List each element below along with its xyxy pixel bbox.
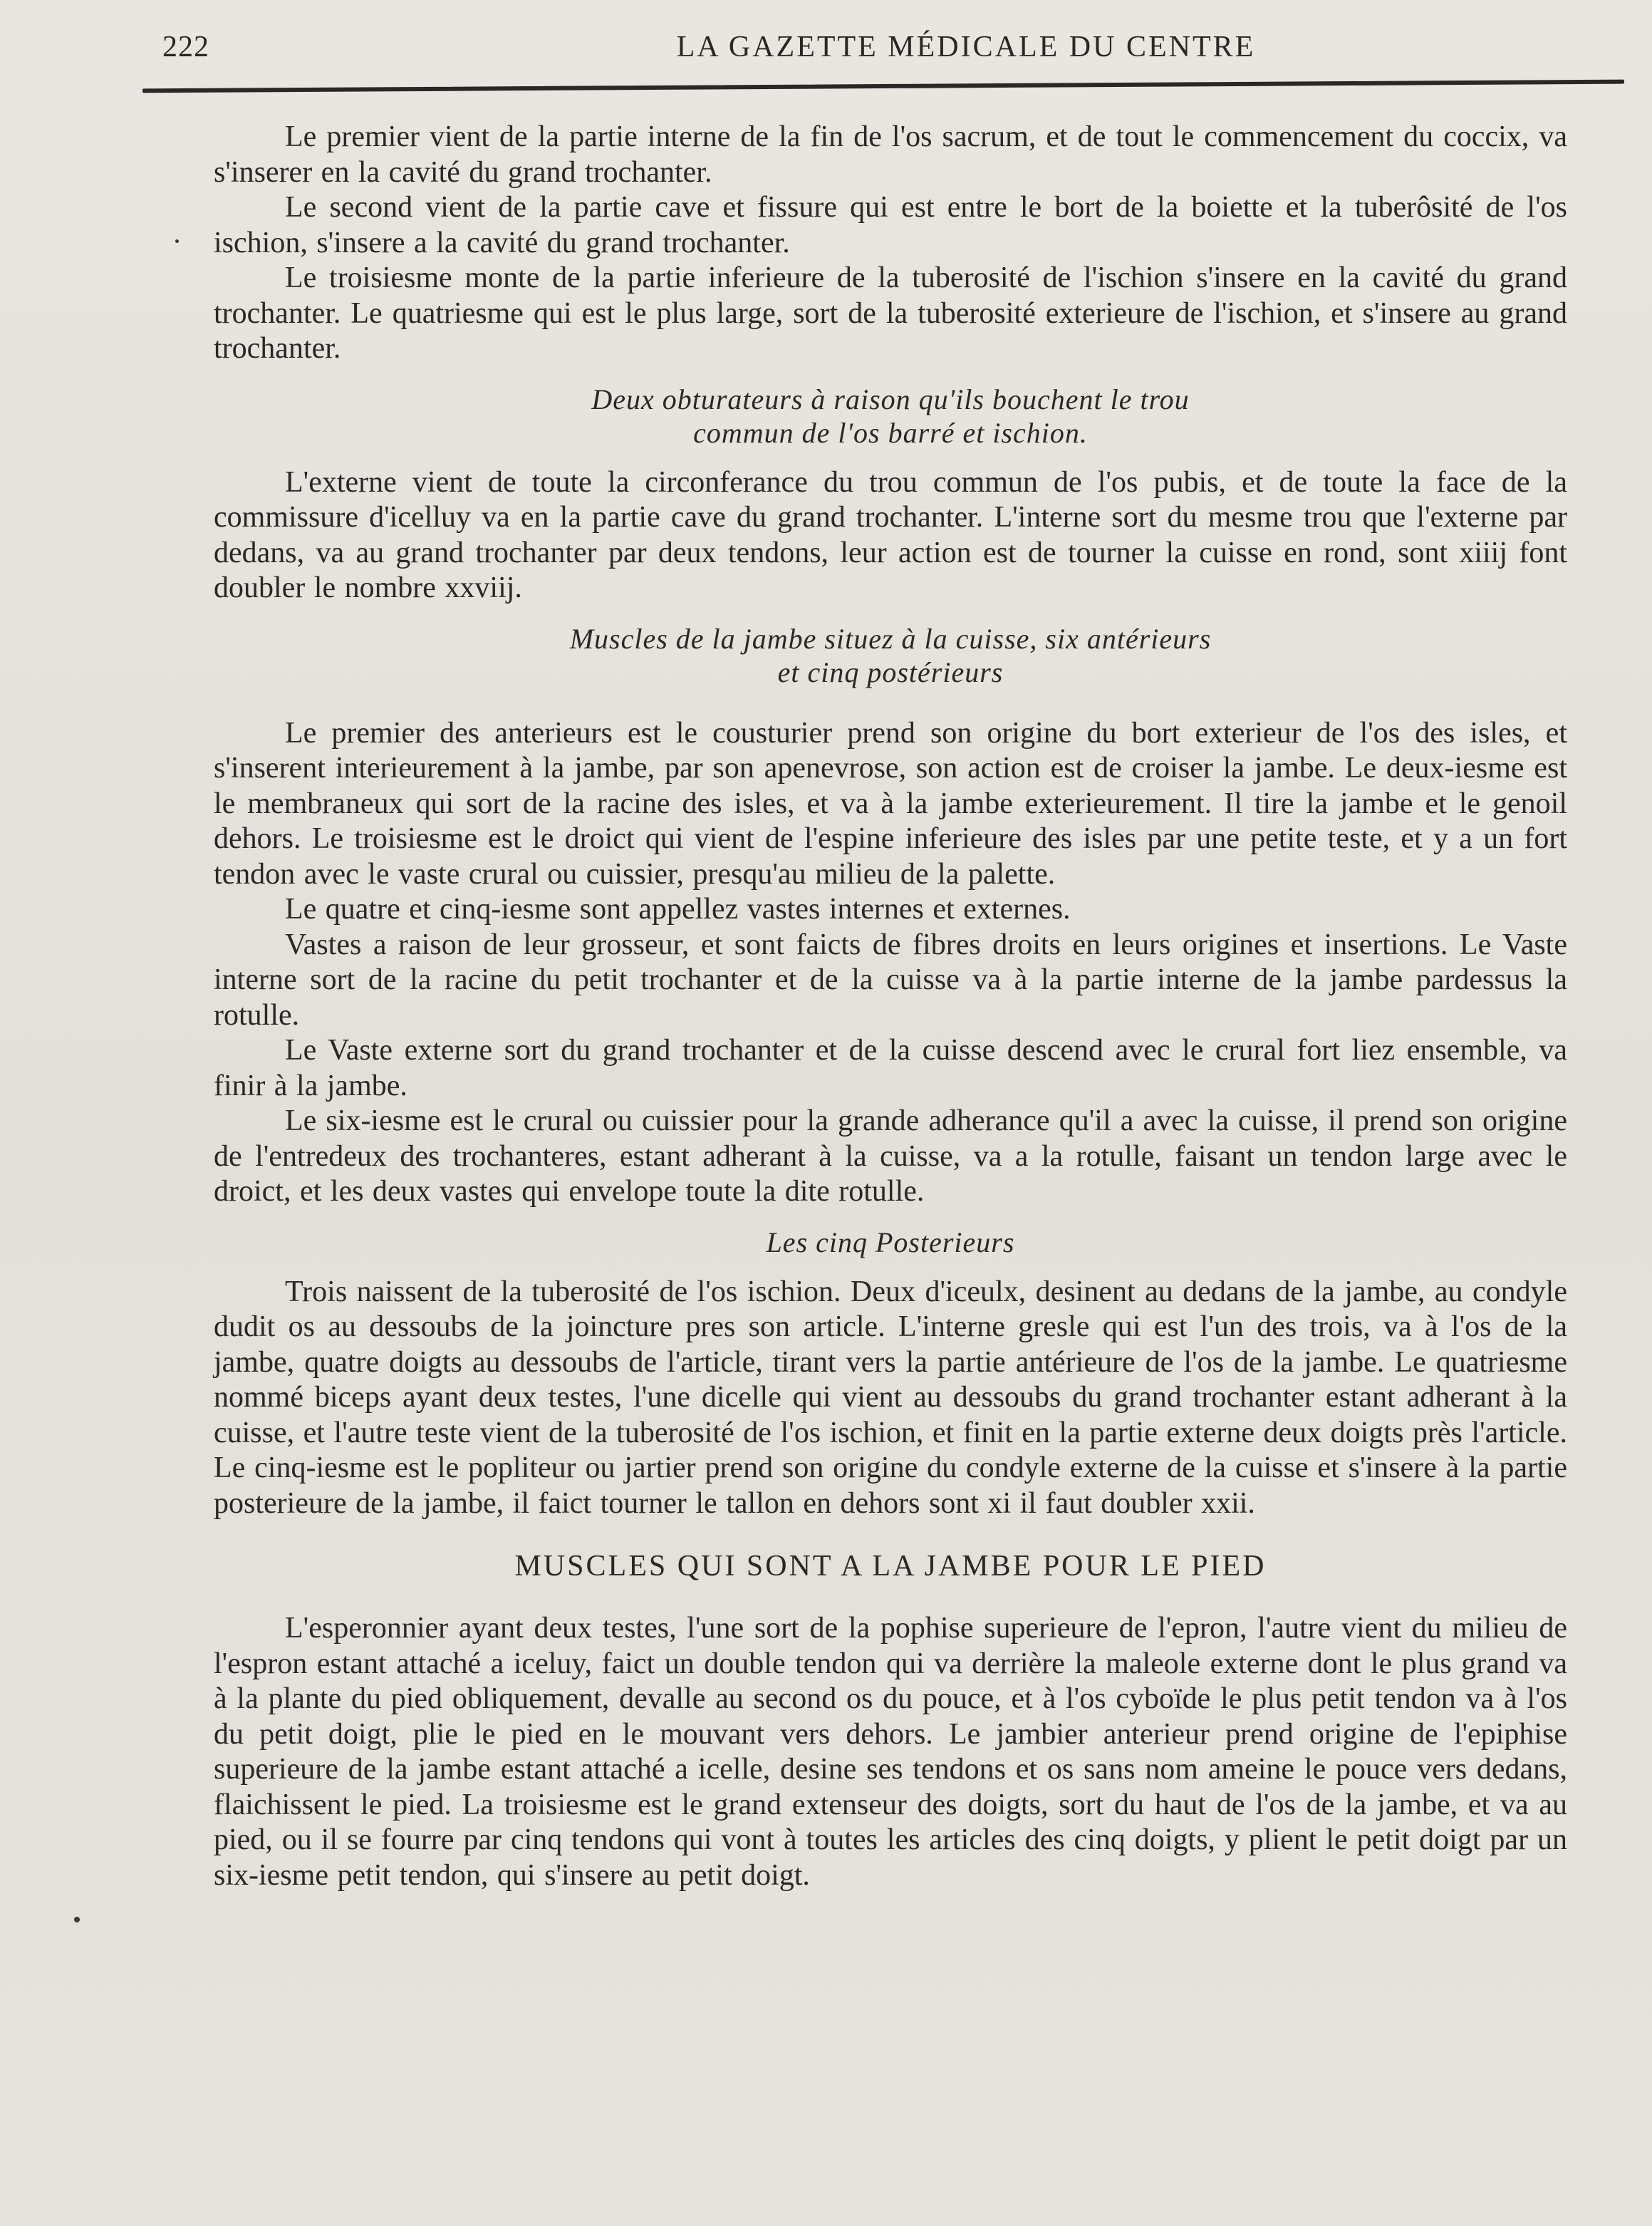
print-speck — [74, 1917, 80, 1922]
paragraph: Le troisiesme monte de la partie inferieure de la tuberosité de l'ischion s'insere en la cavité du grand trochanter. Le quatriesme qui est le plus large, sort de la tuberosité exterieure de l'ischion, et s'insere au grand trochanter. — [214, 262, 1567, 365]
paragraph: Trois naissent de la tuberosité de l'os ischion. Deux d'iceulx, desinent au dedans de la jambe, au condyle dudit os au dessoubs de la joincture pres son article. L'interne gresle qui est l'un des trois, va à l'os de la jambe, quatre doigts au dessoubs de l'article, tirant vers la partie antérieure de l'os de la jambe. Le quatriesme nommé biceps ayant deux testes, l'une dicelle qui vient au dessoubs du grand trochanter estant adherant à la cuisse, et l'autre teste vient de la tuberosité de l'os ischion, et finit en la partie externe deux doigts près l'article. Le cinq-iesme est le popliteur ou jartier prend son origine du condyle externe de la cuisse et s'insere à la partie posterieure de la jambe, il faict tourner le tallon en dehors sont xi il faut doubler xxii. — [214, 1275, 1567, 1520]
paragraph: Le quatre et cinq-iesme sont appellez vastes internes et externes. — [285, 893, 1071, 926]
header-rule — [142, 80, 1624, 93]
subheading-line: Muscles de la jambe situez à la cuisse, six antérieurs — [569, 622, 1212, 655]
page-header — [162, 30, 1559, 73]
subheading-obturateurs — [214, 383, 1567, 450]
subheading-line: commun de l'os barré et ischion. — [693, 416, 1088, 449]
subheading-line: Deux obturateurs à raison qu'ils bouchent le trou — [591, 383, 1190, 415]
paragraph: Le premier vient de la partie interne de la fin de l'os sacrum, et de tout le commencement du coccix, va s'inserer en la cavité du grand trochanter. — [214, 120, 1567, 189]
paragraph: Le six-iesme est le crural ou cuissier pour la grande adherance qu'il a avec la cuisse, il prend son origine de l'entredeux des trochanteres, estant adherant à la cuisse, va a la rotulle, faisant un tendon large avec le droict, et les deux vastes qui envelope toute la dite rotulle. — [214, 1104, 1567, 1208]
running-title: LA GAZETTE MÉDICALE DU CENTRE — [676, 31, 1256, 63]
paragraph: Vastes a raison de leur grosseur, et sont faicts de fibres droits en leurs origines et insertions. Le Vaste interne sort de la racine du petit trochanter et de la cuisse va à la partie interne de la jambe pardessus la rotulle. — [214, 928, 1567, 1032]
paragraph: L'esperonnier ayant deux testes, l'une sort de la pophise superieure de l'epron, l'autre vient du milieu de l'espron estant attaché a iceluy, faict un double tendon qui va derrière la maleole externe dont le plus grand va à la plante du pied obliquement, devalle au second os du pouce, et à l'os cyboïde le plus petit tendon va à l'os du petit doigt, plie le pied en le mouvant vers dehors. Le jambier anterieur prend origine de l'epiphise superieure de la jambe estant attaché a icelle, desine ses tendons et os sans nom ameine le pouce vers dedans, flaichissent le pied. La troisiesme est le grand extenseur des doigts, sort du haut de l'os de la jambe, et va au pied, ou il se fourre par cinq tendons qui vont à toutes les articles des cinq doigts, y plient le petit doigt par un six-iesme petit tendon, qui s'insere au petit doigt. — [214, 1612, 1567, 1892]
paragraph: Le second vient de la partie cave et fissure qui est entre le bort de la boiette et la tuberôsité de l'os ischion, s'insere a la cavité du grand trochanter. — [214, 191, 1567, 259]
body-text — [214, 120, 1567, 1893]
section-title: MUSCLES QUI SONT A LA JAMBE POUR LE PIED — [514, 1550, 1267, 1583]
subheading-line: et cinq postérieurs — [777, 656, 1004, 688]
paragraph: Le premier des anterieurs est le cousturier prend son origine du bort exterieur de l'os des isles, et s'inserent interieurement à la jambe, par son apenevrose, son action est de croiser la jambe. Le deux-iesme est le membraneux qui sort de la racine des isles, et va à la jambe exterieurement. Il tire la jambe et le genoil dehors. Le troisiesme est le droict qui vient de l'espine inferieure des isles par une petite teste, et y a un fort tendon avec le vaste crural ou cuissier, presqu'au milieu de la palette. — [214, 716, 1567, 891]
page-number: 222 — [162, 31, 209, 63]
subheading-muscles-jambe — [214, 622, 1567, 689]
paragraph: L'externe vient de toute la circonferance du trou commun de l'os pubis, et de toute la face de la commissure d'icelluy va en la partie cave du grand trochanter. L'interne sort du mesme trou que l'externe par dedans, va au grand trochanter par deux tendons, leur action est de tourner la cuisse en rond, sont xiiij font doubler le nombre xxviij. — [214, 465, 1567, 604]
print-speck — [175, 239, 179, 243]
paragraph: Le Vaste externe sort du grand trochanter et de la cuisse descend avec le crural fort liez ensemble, va finir à la jambe. — [214, 1034, 1567, 1102]
subheading-posterieurs: Les cinq Posterieurs — [766, 1226, 1015, 1258]
